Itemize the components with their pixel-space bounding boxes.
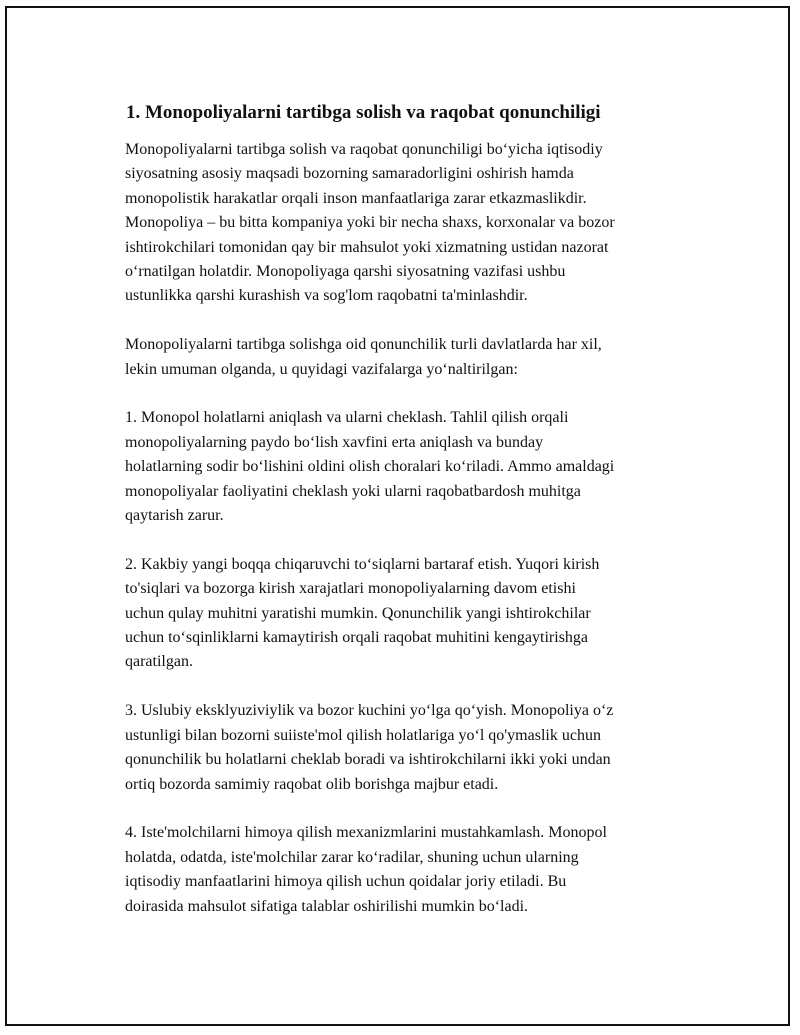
paragraph-intro [125,138,685,309]
text-line: ustunlikka qarshi kurashish va sog'lom raqobatni ta'minlashdir. [125,287,528,305]
text-line: 3. Uslubiy eksklyuziviylik va bozor kuchini yo‘lga qo‘yish. Monopoliya o‘z [125,702,614,720]
text-line: qaratilgan. [125,653,193,671]
text-line: uchun qulay muhitni yaratishi mumkin. Qonunchilik yangi ishtirokchilar [125,604,591,622]
text-line: qonunchilik bu holatlarni cheklab boradi va ishtirokchilarni ikki yoki undan [125,751,611,769]
text-line: 4. Iste'molchilarni himoya qilish mexanizmlarini mustahkamlash. Monopol [125,824,607,842]
text-line: ishtirokchilari tomonidan qay bir mahsulot yoki xizmatning ustidan nazorat [125,238,609,256]
paragraph-item-4 [125,821,685,919]
text-line: monopolistik harakatlar orqali inson manfaatlariga zarar etkazmaslikdir. [125,189,587,207]
text-line: to'siqlari va bozorga kirish xarajatlari monopoliyalarning davom etishi [125,580,576,598]
paragraph-overview [125,333,685,382]
text-line: monopoliyalar faoliyatini cheklash yoki ularni raqobatbardosh muhitga [125,482,581,500]
paragraph-item-1 [125,406,685,528]
text-line: Monopoliyalarni tartibga solishga oid qonunchilik turli davlatlarda har xil, [125,336,602,354]
text-line: Monopoliya – bu bitta kompaniya yoki bir necha shaxs, korxonalar va bozor [125,214,615,232]
text-line: qaytarish zarur. [125,507,224,525]
text-line: doirasida mahsulot sifatiga talablar oshirilishi mumkin bo‘ladi. [125,897,529,915]
text-line: ortiq bozorda samimiy raqobat olib borishga majbur etadi. [125,775,499,793]
text-line: siyosatning asosiy maqsadi bozorning samaradorligini oshirish hamda [125,165,574,183]
section-heading: 1. Monopoliyalarni tartibga solish va raqobat qonunchiligi [126,102,601,123]
paragraph-item-2 [125,553,685,675]
page-frame [5,6,790,1026]
paragraph-item-3 [125,699,685,797]
text-line: ustunligi bilan bozorni suiiste'mol qilish holatlariga yo‘l qo'ymaslik uchun [125,726,601,744]
text-line: 2. Kakbiy yangi boqqa chiqaruvchi to‘siqlarni bartaraf etish. Yuqori kirish [125,555,600,573]
text-line: holatda, odatda, iste'molchilar zarar ko‘radilar, shuning uchun ularning [125,848,579,866]
text-line: Monopoliyalarni tartibga solish va raqobat qonunchiligi bo‘yicha iqtisodiy [125,141,603,158]
document-body [120,100,685,943]
text-line: monopoliyalarning paydo bo‘lish xavfini erta aniqlash va bunday [125,433,544,451]
text-line: o‘rnatilgan holatdir. Monopoliyaga qarshi siyosatning vazifasi ushbu [125,263,566,281]
text-line: iqtisodiy manfaatlarini himoya qilish uchun qoidalar joriy etiladi. Bu [125,873,567,891]
text-line: 1. Monopol holatlarni aniqlash va ularni cheklash. Tahlil qilish orqali [125,409,569,427]
text-line: holatlarning sodir bo‘lishini oldini olish choralari ko‘riladi. Ammo amaldagi [125,458,615,476]
text-line: uchun to‘sqinliklarni kamaytirish orqali raqobat muhitini kengaytirishga [125,629,589,647]
text-line: lekin umuman olganda, u quyidagi vazifalarga yo‘naltirilgan: [125,360,518,378]
